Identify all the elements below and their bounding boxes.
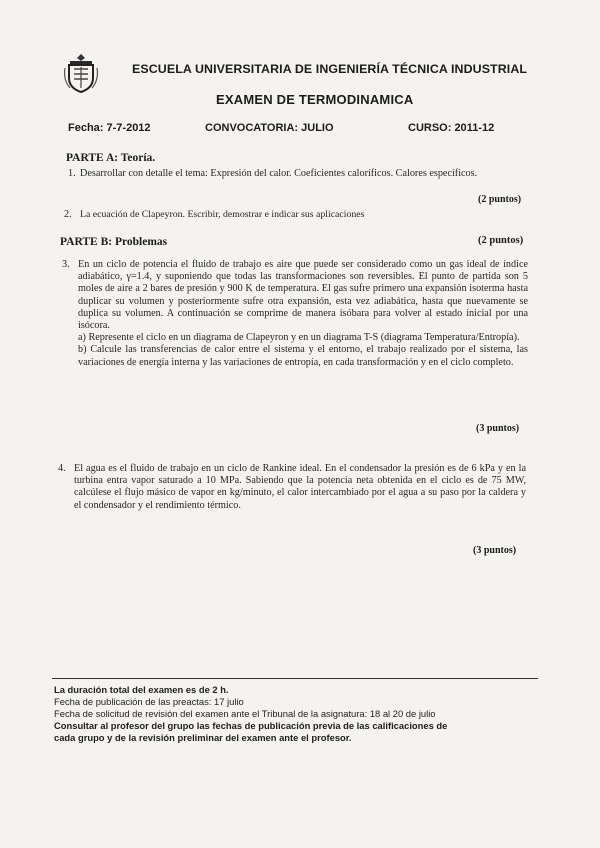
school-name: ESCUELA UNIVERSITARIA DE INGENIERÍA TÉCNICA INDUSTRIAL bbox=[132, 62, 528, 76]
question-1-points: (2 puntos) bbox=[478, 194, 522, 205]
problem-3-part-a: a) Represente el ciclo en un diagrama de Clapeyron y en un diagrama T-S (diagrama Temperatura/Entropía). bbox=[78, 332, 520, 344]
problem-3-text bbox=[78, 259, 528, 369]
part-a-points: (2 puntos) bbox=[478, 235, 524, 246]
question-2-text: La ecuación de Clapeyron. Escribir, demostrar e indicar sus aplicaciones bbox=[80, 209, 365, 220]
preacts-date: Fecha de publicación de las preactas: 17 julio bbox=[54, 696, 244, 707]
problem-4-text: El agua es el fluido de trabajo en un ciclo de Rankine ideal. En el condensador la presión es de 6 kPa y en la turbina entra vapor saturado a 10 MPa. Sabiendo que la potencia neta obtenida en el ciclo es de 75 MW, calcúlese el flujo másico de vapor en kg/minuto, el calor intercambiado por el agua a su paso por la caldera y el condensador y el rendimiento térmico. bbox=[74, 463, 526, 511]
exam-date: Fecha: 7-7-2012 bbox=[68, 122, 151, 134]
question-1-number: 1. bbox=[68, 168, 76, 179]
exam-session: CONVOCATORIA: JULIO bbox=[205, 122, 334, 134]
part-a-title: PARTE A: Teoría. bbox=[66, 152, 156, 164]
problem-3-statement: En un ciclo de potencia el fluido de trabajo es aire que puede ser considerado como un gas ideal de índice adiabático, γ=1.4, y suponiendo que todas las transformaciones son reversibles. El punto de partida son 5 moles de aire a 2 bares de presión y 900 K de temperatura. El gas sufre primero una expansión isoterma hasta duplicar su volumen y posteriormente sufre otra expansión, esta vez adiabática, hasta que nuevamente se duplica su volumen. A continuación se comprime de manera isóbara para volver al estado inicial por una isócora. bbox=[78, 259, 528, 332]
exam-duration: La duración total del examen es de 2 h. bbox=[54, 684, 229, 695]
question-1-text: Desarrollar con detalle el tema: Expresión del calor. Coeficientes caloríficos. Calores específicos. bbox=[80, 168, 478, 179]
footer-divider bbox=[52, 678, 538, 679]
exam-title: EXAMEN DE TERMODINAMICA bbox=[216, 92, 414, 107]
consult-note-line-1: Consultar al profesor del grupo las fechas de publicación previa de las calificaciones de bbox=[54, 720, 448, 731]
problem-4-number: 4. bbox=[58, 463, 66, 474]
academic-course: CURSO: 2011-12 bbox=[408, 122, 495, 134]
review-request-date: Fecha de solicitud de revisión del examen ante el Tribunal de la asignatura: 18 al 20 de julio bbox=[54, 708, 436, 719]
part-b-title: PARTE B: Problemas bbox=[60, 236, 168, 248]
problem-3-number: 3. bbox=[62, 259, 70, 270]
consult-note-line-2: cada grupo y de la revisión preliminar del examen ante el profesor. bbox=[54, 732, 352, 743]
problem-4-points: (3 puntos) bbox=[473, 545, 517, 556]
problem-3-part-b: b) Calcule las transferencias de calor entre el sistema y el entorno, el trabajo realizado por el sistema, las variaciones de energía interna y las variaciones de entropía, en cada transformación y en el ciclo completo. bbox=[78, 344, 528, 368]
university-crest-icon bbox=[62, 52, 100, 94]
question-2-number: 2. bbox=[64, 209, 72, 220]
problem-3-points: (3 puntos) bbox=[476, 423, 520, 434]
